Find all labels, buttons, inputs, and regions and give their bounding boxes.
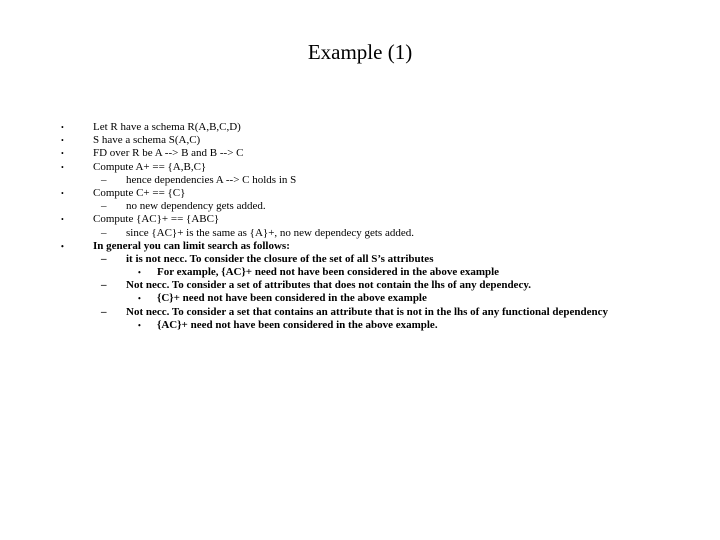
bullet-marker: • — [138, 320, 141, 330]
item-text: Compute C+ == {C} — [93, 186, 186, 199]
item-text: Let R have a schema R(A,B,C,D) — [93, 121, 241, 133]
slide-title: Example (1) — [307, 40, 413, 64]
item-text: In general you can limit search as follows: — [93, 239, 290, 252]
sub-sub-list-item — [58, 292, 698, 305]
dash-marker: – — [101, 200, 107, 213]
bullet-marker: • — [138, 294, 141, 304]
item-text: it is not necc. To consider the closure of the set of all S’s attributes — [126, 252, 434, 265]
sub-list-item — [58, 253, 698, 266]
bullet-marker: • — [61, 241, 64, 251]
sub-sub-list-item — [58, 319, 698, 332]
dash-marker: – — [101, 252, 107, 265]
list-item — [58, 134, 698, 147]
dash-marker: – — [101, 173, 107, 186]
sub-list-item — [58, 227, 698, 240]
sub-sub-list-item — [58, 266, 698, 279]
slide-body — [58, 121, 698, 332]
list-item — [58, 161, 698, 174]
item-text: Not necc. To consider a set of attributes that does not contain the lhs of any dependecy. — [126, 279, 531, 292]
bullet-marker: • — [138, 268, 141, 278]
list-item — [58, 121, 698, 134]
item-text: no new dependency gets added. — [126, 200, 266, 213]
bullet-marker: • — [61, 162, 64, 172]
bullet-marker: • — [61, 123, 64, 132]
list-item — [58, 147, 698, 160]
dash-marker: – — [101, 226, 107, 239]
bullet-marker: • — [61, 149, 64, 159]
dash-marker: – — [101, 279, 107, 292]
bullet-marker: • — [61, 136, 64, 146]
item-text: FD over R be A --> B and B --> C — [93, 147, 244, 160]
bullet-marker: • — [61, 215, 64, 225]
item-text: Compute {AC}+ == {ABC} — [93, 213, 220, 226]
sub-list-item — [58, 174, 698, 187]
item-text: For example, {AC}+ need not have been considered in the above example — [157, 266, 500, 279]
item-text: {AC}+ need not have been considered in the above example. — [157, 318, 438, 331]
sub-list-item — [58, 200, 698, 213]
list-item — [58, 240, 698, 253]
item-text: since {AC}+ is the same as {A}+, no new dependecy gets added. — [126, 226, 414, 239]
dash-marker: – — [101, 305, 107, 318]
item-text: Not necc. To consider a set that contains an attribute that is not in the lhs of any functional dependency — [126, 305, 608, 318]
list-item — [58, 187, 698, 200]
item-text: S have a schema S(A,C) — [93, 134, 201, 147]
sub-list-item — [58, 306, 698, 319]
item-text: Compute A+ == {A,B,C} — [93, 160, 207, 173]
sub-list-item — [58, 279, 698, 292]
item-text: {C}+ need not have been considered in the above example — [157, 292, 427, 305]
list-item — [58, 213, 698, 226]
item-text: hence dependencies A --> C holds in S — [126, 173, 297, 186]
bullet-marker: • — [61, 188, 64, 198]
